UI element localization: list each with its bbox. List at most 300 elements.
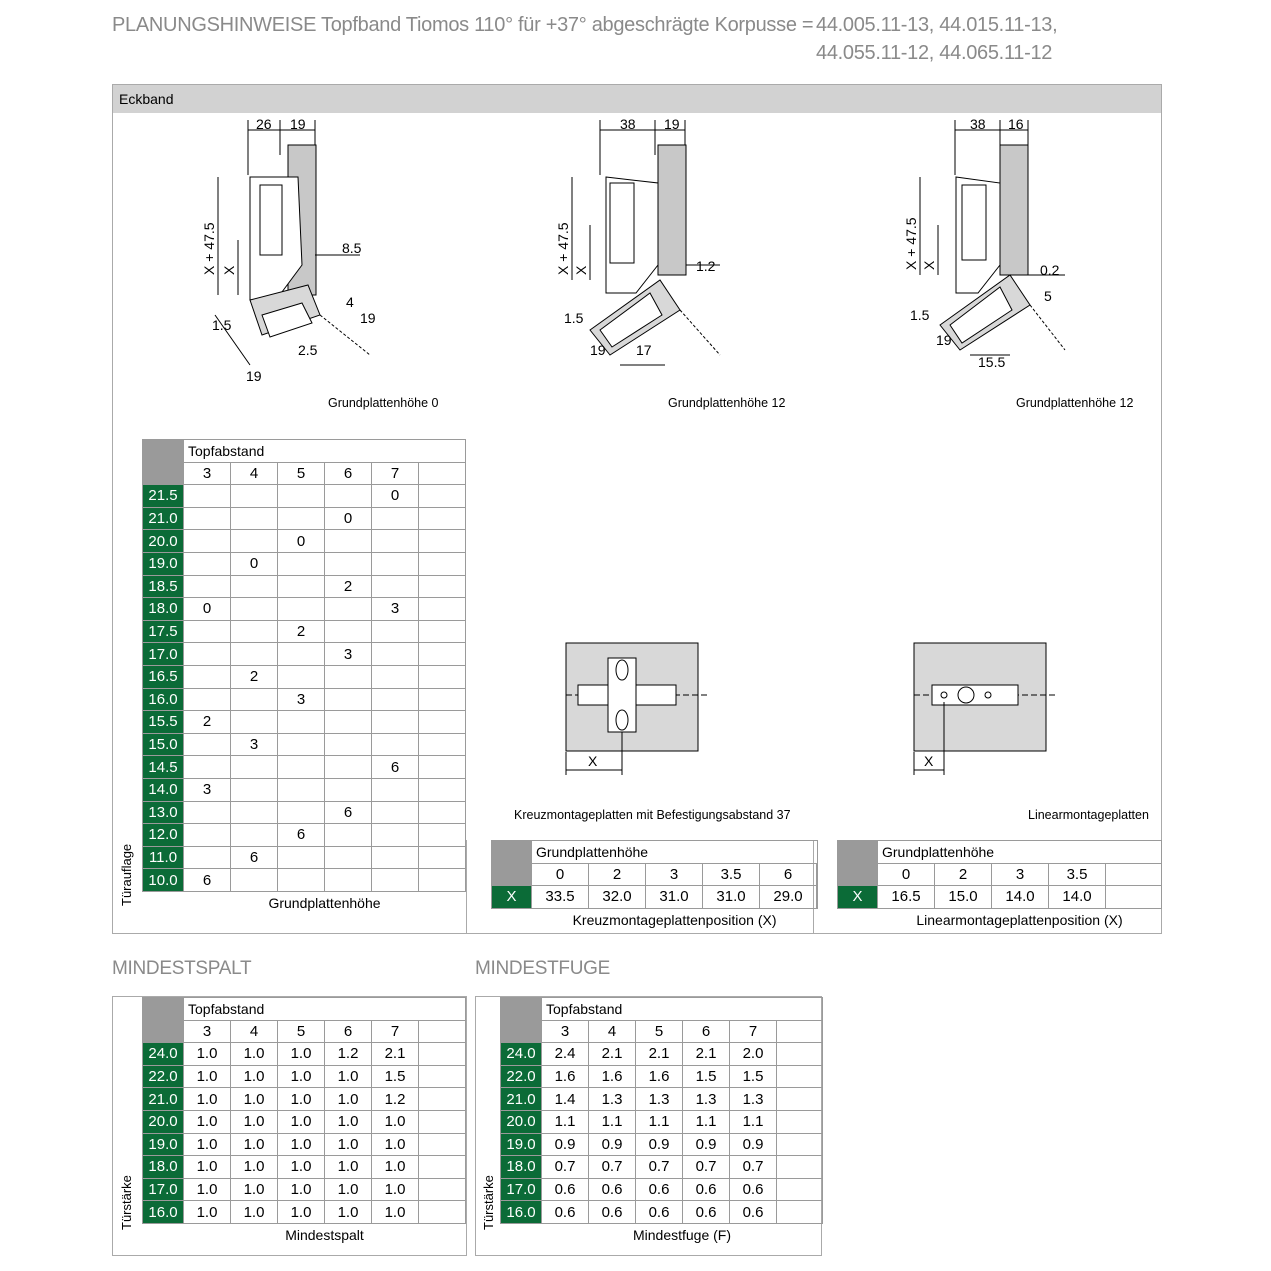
table-cell: 0 xyxy=(231,552,278,575)
table-cell xyxy=(231,598,278,621)
table-cell: 16.5 xyxy=(878,886,935,909)
table-cell: 6 xyxy=(325,801,372,824)
column-header-row xyxy=(143,1020,466,1043)
empty-cell xyxy=(777,1133,823,1156)
table-cell: 1.1 xyxy=(636,1110,683,1133)
table-header: Topfabstand xyxy=(184,440,466,463)
row-label: 21.0 xyxy=(501,1088,542,1111)
table-cell: 1.0 xyxy=(278,1201,325,1224)
table-cell: 1.0 xyxy=(278,1178,325,1201)
table-cell xyxy=(372,530,419,553)
svg-text:16: 16 xyxy=(1008,116,1024,132)
table-cell xyxy=(278,507,325,530)
column-header: 2 xyxy=(935,863,992,886)
table-cell xyxy=(372,801,419,824)
table-cell: 1.0 xyxy=(231,1043,278,1066)
mindestspalt-title: MINDESTSPALT xyxy=(112,958,252,979)
empty-cell xyxy=(419,575,466,598)
table-cell: 0.7 xyxy=(730,1156,777,1179)
table-cell: 1.6 xyxy=(636,1065,683,1088)
linear-plate-caption: Linearmontageplatten xyxy=(1028,808,1149,822)
table-footer: Linearmontageplattenposition (X) xyxy=(916,911,1123,928)
table-cell: 1.0 xyxy=(325,1178,372,1201)
empty-cell xyxy=(419,1201,466,1224)
table-cell: 1.1 xyxy=(589,1110,636,1133)
column-header-row xyxy=(838,863,1162,886)
row-label: 16.5 xyxy=(143,665,184,688)
empty-cell xyxy=(419,598,466,621)
empty-cell xyxy=(419,756,466,779)
table-cell xyxy=(231,778,278,801)
table-cell xyxy=(325,530,372,553)
table-cell: 1.3 xyxy=(636,1088,683,1111)
svg-text:19: 19 xyxy=(246,368,262,384)
empty-cell xyxy=(419,801,466,824)
table-cell: 1.0 xyxy=(231,1065,278,1088)
empty-cell xyxy=(419,1043,466,1066)
row-label: 11.0 xyxy=(143,846,184,869)
empty-cell xyxy=(1106,886,1162,909)
empty-cell xyxy=(419,643,466,666)
table-cell: 1.0 xyxy=(278,1065,325,1088)
table-row xyxy=(143,620,466,643)
empty-cell xyxy=(777,1065,823,1088)
table-cell: 2 xyxy=(325,575,372,598)
column-header: 7 xyxy=(372,462,419,485)
table-cell: 0.9 xyxy=(636,1133,683,1156)
empty-cell xyxy=(817,886,818,909)
empty-cell xyxy=(777,1201,823,1224)
row-label: 15.0 xyxy=(143,733,184,756)
footer-spacer xyxy=(143,891,184,914)
row-label: 21.0 xyxy=(143,1088,184,1111)
table-cell xyxy=(372,643,419,666)
table-cell: 1.0 xyxy=(325,1133,372,1156)
table-cell: 1.0 xyxy=(184,1201,231,1224)
table-cell: 1.0 xyxy=(372,1110,419,1133)
table-cell xyxy=(372,869,419,892)
svg-text:38: 38 xyxy=(620,116,636,132)
table-cell: 1.0 xyxy=(231,1156,278,1179)
row-label: 18.0 xyxy=(501,1156,542,1179)
table-cell xyxy=(325,824,372,847)
svg-text:0.2: 0.2 xyxy=(1040,262,1060,278)
hinge-diagram-2 xyxy=(550,115,760,375)
table-row xyxy=(143,665,466,688)
empty-cell xyxy=(419,462,466,485)
empty-cell xyxy=(777,1043,823,1066)
empty-cell xyxy=(419,620,466,643)
table-cell: 3 xyxy=(184,778,231,801)
table-cell xyxy=(231,485,278,508)
table-row xyxy=(143,575,466,598)
table-cell: 1.0 xyxy=(325,1065,372,1088)
empty-cell xyxy=(419,846,466,869)
table-cell xyxy=(372,665,419,688)
row-label: 16.0 xyxy=(143,1201,184,1224)
empty-cell xyxy=(419,552,466,575)
empty-cell xyxy=(419,1088,466,1111)
table-cell: 1.0 xyxy=(184,1133,231,1156)
row-label: 19.0 xyxy=(501,1133,542,1156)
table-row xyxy=(501,1043,823,1066)
page-title xyxy=(112,12,1058,64)
row-label: 16.0 xyxy=(501,1201,542,1224)
column-header: 0 xyxy=(532,863,589,886)
table-cell: 2 xyxy=(278,620,325,643)
header-row xyxy=(143,998,466,1021)
table-cell xyxy=(231,507,278,530)
table-cell: 1.0 xyxy=(372,1156,419,1179)
column-header: 7 xyxy=(372,1020,419,1043)
table-cell xyxy=(278,801,325,824)
table-header: Grundplattenhöhe xyxy=(878,841,1162,864)
table-cell: 3 xyxy=(372,598,419,621)
column-header-row xyxy=(501,1020,823,1043)
table-cell: 0.7 xyxy=(542,1156,589,1179)
table-cell xyxy=(184,507,231,530)
linear-plate-table xyxy=(837,840,1162,931)
table-row xyxy=(143,801,466,824)
value-row xyxy=(838,886,1162,909)
table-cell: 0.6 xyxy=(730,1178,777,1201)
table-cell: 1.0 xyxy=(372,1133,419,1156)
table-cell xyxy=(231,530,278,553)
article-codes-line2: 44.055.11-12, 44.065.11-12 xyxy=(816,42,1053,64)
table-cell xyxy=(325,711,372,734)
header-row xyxy=(838,841,1162,864)
table-cell xyxy=(325,778,372,801)
column-header: 3 xyxy=(646,863,703,886)
table-cell xyxy=(278,846,325,869)
svg-text:X + 47.5: X + 47.5 xyxy=(201,222,217,275)
column-header: 3 xyxy=(992,863,1049,886)
column-header: 4 xyxy=(589,1020,636,1043)
table-cell: 1.0 xyxy=(372,1201,419,1224)
row-label: 18.5 xyxy=(143,575,184,598)
empty-cell xyxy=(419,1110,466,1133)
table-cell: 1.5 xyxy=(730,1065,777,1088)
table-cell: 14.0 xyxy=(992,886,1049,909)
table-cell xyxy=(372,575,419,598)
svg-text:1.5: 1.5 xyxy=(212,317,232,333)
table-row xyxy=(143,1043,466,1066)
table-cell: 1.0 xyxy=(278,1088,325,1111)
table-cell xyxy=(184,688,231,711)
table-cell xyxy=(325,620,372,643)
table-cell xyxy=(231,711,278,734)
table-cell xyxy=(325,665,372,688)
empty-cell xyxy=(777,1178,823,1201)
footer-row xyxy=(838,908,1162,931)
empty-cell xyxy=(419,507,466,530)
table-cell: 1.4 xyxy=(542,1088,589,1111)
table-footer: Mindestspalt xyxy=(285,1226,364,1243)
cross-x-label: X xyxy=(588,753,598,769)
table-cell xyxy=(184,530,231,553)
svg-text:X: X xyxy=(573,265,589,275)
table-cell: 31.0 xyxy=(646,886,703,909)
empty-cell xyxy=(419,1133,466,1156)
table-cell xyxy=(325,869,372,892)
linear-plate-drawing xyxy=(908,640,1058,780)
table-header: Topfabstand xyxy=(542,998,823,1021)
svg-text:1.5: 1.5 xyxy=(564,310,584,326)
table-cell: 0.9 xyxy=(683,1133,730,1156)
svg-text:X: X xyxy=(921,260,937,270)
table-cell: 3 xyxy=(325,643,372,666)
empty-cell xyxy=(419,824,466,847)
table-cell: 1.1 xyxy=(683,1110,730,1133)
eckband-header: Eckband xyxy=(113,85,1161,113)
table-row xyxy=(143,643,466,666)
row-label: 12.0 xyxy=(143,824,184,847)
table-row xyxy=(143,846,466,869)
column-header: 4 xyxy=(231,462,278,485)
article-codes-line1: 44.005.11-13, 44.015.11-13, xyxy=(816,14,1058,36)
table-cell: 2 xyxy=(231,665,278,688)
svg-text:19: 19 xyxy=(290,116,306,132)
tueranlage-table xyxy=(142,439,466,914)
table-cell xyxy=(184,485,231,508)
table-cell xyxy=(372,552,419,575)
svg-text:17: 17 xyxy=(636,342,652,358)
footer-row xyxy=(143,1223,466,1246)
row-label: 19.0 xyxy=(143,1133,184,1156)
table-cell: 0.6 xyxy=(636,1201,683,1224)
table-cell xyxy=(231,801,278,824)
row-label: 13.0 xyxy=(143,801,184,824)
column-header: 7 xyxy=(730,1020,777,1043)
table-footer: Kreuzmontageplattenposition (X) xyxy=(572,911,777,928)
row-label: 10.0 xyxy=(143,869,184,892)
table-row xyxy=(143,1156,466,1179)
table-cell: 33.5 xyxy=(532,886,589,909)
footer-spacer xyxy=(838,908,878,931)
empty-cell xyxy=(419,869,466,892)
table-row xyxy=(143,1065,466,1088)
table-row xyxy=(143,1201,466,1224)
table-cell: 0.9 xyxy=(730,1133,777,1156)
header-row xyxy=(501,998,823,1021)
column-header: 0 xyxy=(878,863,935,886)
table-cell: 0 xyxy=(278,530,325,553)
table-row xyxy=(501,1110,823,1133)
table-cell xyxy=(325,598,372,621)
table-cell xyxy=(278,575,325,598)
row-label: 17.0 xyxy=(143,643,184,666)
header-row xyxy=(143,440,466,463)
table-cell: 0 xyxy=(325,507,372,530)
table-cell: 0.9 xyxy=(542,1133,589,1156)
table-cell xyxy=(278,485,325,508)
table-row xyxy=(501,1201,823,1224)
row-label: 24.0 xyxy=(501,1043,542,1066)
table-footer: Grundplattenhöhe xyxy=(268,894,381,911)
table-cell: 1.3 xyxy=(589,1088,636,1111)
table-cell xyxy=(325,688,372,711)
table-cell: 2.4 xyxy=(542,1043,589,1066)
table-cell: 1.2 xyxy=(372,1088,419,1111)
table-cell xyxy=(231,824,278,847)
table-cell: 1.0 xyxy=(184,1088,231,1111)
mindestspalt-side-label: Türstärke xyxy=(119,1175,134,1230)
table-cell: 0.6 xyxy=(542,1201,589,1224)
hinge-diagram-1 xyxy=(190,115,390,390)
table-cell: 3 xyxy=(231,733,278,756)
row-label: 14.0 xyxy=(143,778,184,801)
table-cell xyxy=(184,620,231,643)
column-header: 6 xyxy=(683,1020,730,1043)
diagram-2-caption: Grundplattenhöhe 12 xyxy=(668,396,786,410)
empty-cell xyxy=(777,1156,823,1179)
table-cell: 6 xyxy=(372,756,419,779)
table-cell xyxy=(231,643,278,666)
table-cell: 0.9 xyxy=(589,1133,636,1156)
table-cell: 0.6 xyxy=(636,1178,683,1201)
table-cell: 2.1 xyxy=(636,1043,683,1066)
table-cell xyxy=(184,824,231,847)
row-label: 17.5 xyxy=(143,620,184,643)
row-label: 18.0 xyxy=(143,1156,184,1179)
table-row xyxy=(143,485,466,508)
row-label: 24.0 xyxy=(143,1043,184,1066)
table-cell: 1.0 xyxy=(372,1178,419,1201)
table-cell: 3 xyxy=(278,688,325,711)
table-cell: 0.7 xyxy=(589,1156,636,1179)
table-cell: 2.0 xyxy=(730,1043,777,1066)
table-row xyxy=(143,824,466,847)
table-cell: 0 xyxy=(372,485,419,508)
column-header: 3.5 xyxy=(1049,863,1106,886)
table-cell xyxy=(325,846,372,869)
table-cell: 0.7 xyxy=(636,1156,683,1179)
table-header: Grundplattenhöhe xyxy=(532,841,818,864)
svg-text:4: 4 xyxy=(346,294,354,310)
table-cell xyxy=(372,733,419,756)
empty-cell xyxy=(419,1020,466,1043)
svg-text:1.2: 1.2 xyxy=(696,258,716,274)
table-cell xyxy=(184,665,231,688)
table-row xyxy=(143,711,466,734)
table-cell xyxy=(372,778,419,801)
table-footer: Mindestfuge (F) xyxy=(632,1226,732,1243)
table-cell: 2.1 xyxy=(683,1043,730,1066)
table-cell: 1.0 xyxy=(184,1110,231,1133)
table-row xyxy=(501,1065,823,1088)
table-cell: 2.1 xyxy=(372,1043,419,1066)
mindestfuge-title: MINDESTFUGE xyxy=(475,958,610,979)
table-cell xyxy=(278,756,325,779)
table-cell: 29.0 xyxy=(760,886,817,909)
svg-text:5: 5 xyxy=(1044,288,1052,304)
table-cell xyxy=(231,575,278,598)
table-cell: 1.0 xyxy=(231,1110,278,1133)
table-cell: 1.5 xyxy=(683,1065,730,1088)
table-cell xyxy=(372,620,419,643)
table-cell xyxy=(325,552,372,575)
table-cell xyxy=(184,756,231,779)
column-header: 5 xyxy=(278,462,325,485)
frame-divider xyxy=(466,840,467,934)
table-cell xyxy=(278,733,325,756)
table-cell: 1.0 xyxy=(184,1043,231,1066)
row-label: 14.5 xyxy=(143,756,184,779)
diagram-1-caption: Grundplattenhöhe 0 xyxy=(328,396,439,410)
table-cell: 1.0 xyxy=(231,1201,278,1224)
footer-spacer xyxy=(143,1223,184,1246)
column-header: 6 xyxy=(325,1020,372,1043)
table-cell: 0 xyxy=(184,598,231,621)
table-cell: 14.0 xyxy=(1049,886,1106,909)
column-header: 4 xyxy=(231,1020,278,1043)
footer-row xyxy=(492,908,818,931)
value-row xyxy=(492,886,818,909)
row-label: 21.0 xyxy=(143,507,184,530)
header-row xyxy=(492,841,818,864)
row-label: 19.0 xyxy=(143,552,184,575)
corner-cell xyxy=(143,440,184,485)
table-cell xyxy=(325,756,372,779)
svg-text:19: 19 xyxy=(936,332,952,348)
table-row xyxy=(143,598,466,621)
svg-text:X + 47.5: X + 47.5 xyxy=(555,222,571,275)
table-cell xyxy=(278,552,325,575)
table-cell xyxy=(278,598,325,621)
table-cell xyxy=(278,643,325,666)
table-cell: 6 xyxy=(184,869,231,892)
column-header: 3.5 xyxy=(703,863,760,886)
table-cell: 1.3 xyxy=(730,1088,777,1111)
cross-plate-drawing xyxy=(560,640,710,780)
table-cell: 1.0 xyxy=(231,1133,278,1156)
empty-cell xyxy=(419,1065,466,1088)
corner-cell xyxy=(838,841,878,886)
column-header: 6 xyxy=(325,462,372,485)
table-row xyxy=(143,733,466,756)
table-cell: 1.0 xyxy=(231,1178,278,1201)
table-cell: 1.0 xyxy=(231,1088,278,1111)
diagram-3-caption: Grundplattenhöhe 12 xyxy=(1016,396,1134,410)
empty-cell xyxy=(419,1156,466,1179)
empty-cell xyxy=(817,863,818,886)
svg-text:8.5: 8.5 xyxy=(342,240,362,256)
empty-cell xyxy=(419,733,466,756)
table-cell xyxy=(278,869,325,892)
table-cell xyxy=(231,869,278,892)
table-row xyxy=(501,1133,823,1156)
table-cell: 0.6 xyxy=(542,1178,589,1201)
table-cell xyxy=(184,801,231,824)
empty-cell xyxy=(419,665,466,688)
row-label: X xyxy=(492,886,532,909)
empty-cell xyxy=(419,1178,466,1201)
table-cell: 0.7 xyxy=(683,1156,730,1179)
column-header: 3 xyxy=(184,1020,231,1043)
row-label: 20.0 xyxy=(143,530,184,553)
table-row xyxy=(501,1156,823,1179)
svg-text:19: 19 xyxy=(590,342,606,358)
table-cell xyxy=(184,733,231,756)
table-cell xyxy=(278,665,325,688)
footer-row xyxy=(143,891,466,914)
cross-plate-table xyxy=(491,840,818,931)
table-cell xyxy=(372,711,419,734)
column-header: 3 xyxy=(542,1020,589,1043)
table-cell: 1.0 xyxy=(184,1156,231,1179)
row-label: 15.5 xyxy=(143,711,184,734)
table-cell: 0.6 xyxy=(730,1201,777,1224)
